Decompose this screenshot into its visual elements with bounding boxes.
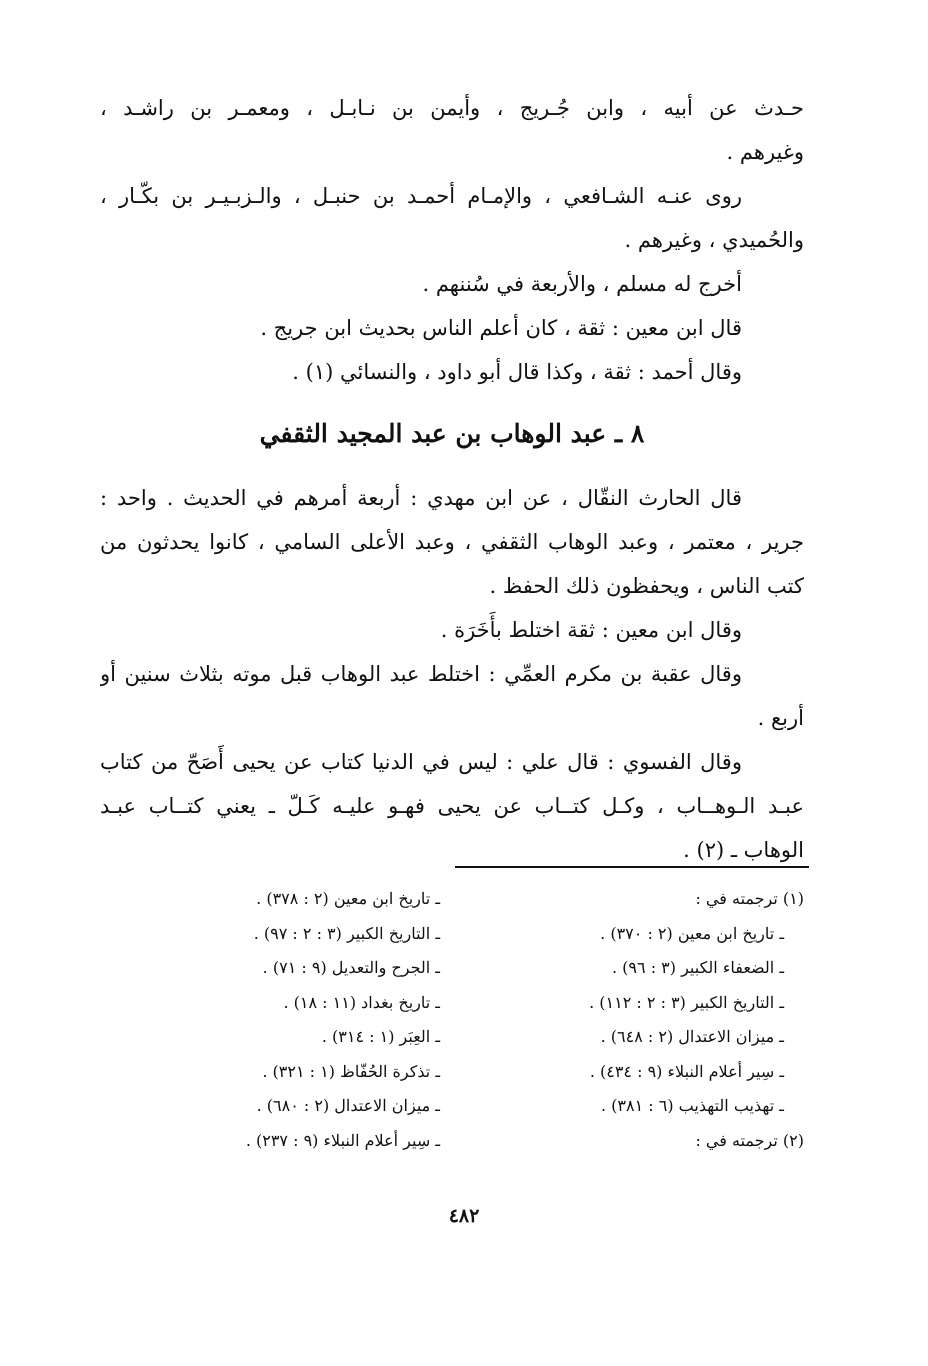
text-line: قال ابن معين : ثقة ، كان أعلم الناس بحديث ابن جريج . (260, 316, 742, 340)
text-line: وقال الفسوي : قال علي : ليس في الدنيا كتاب عن يحيى أَصَحّ من كتاب (100, 750, 742, 774)
footnote-line: ـ ميزان الاعتدال (٢ : ٦٨٠) . (256, 1096, 440, 1115)
footnote-line: ـ تهذيب التهذيب (٦ : ٣٨١) . (600, 1096, 784, 1115)
footnote-line: (١) ترجمته في : (695, 889, 804, 908)
footnote-line: ـ الضعفاء الكبير (٣ : ٩٦) . (612, 958, 784, 977)
section-heading: ٨ ـ عبد الوهاب بن عبد المجيد الثقفي (259, 419, 645, 448)
text-line: وقال ابن معين : ثقة اختلط بأَخَرَة . (440, 618, 742, 642)
text-line: وقال أحمد : ثقة ، وكذا قال أبو داود ، والنسائي (١) . (292, 360, 742, 384)
text-line: كتب الناس ، ويحفظون ذلك الحفظ . (489, 574, 804, 598)
text-line: وغيرهم . (726, 140, 804, 164)
page-number: ٤٨٢ (448, 1205, 480, 1227)
footnote-line: ـ العِبَر (١ : ٣١٤) . (321, 1027, 440, 1046)
footnote-line: (٢) ترجمته في : (695, 1130, 804, 1150)
footnote-line: ـ تاريخ ابن معين (٢ : ٣٧٠) . (600, 923, 784, 943)
footnote-line: ـ سِير أعلام النبلاء (٩ : ٤٣٤) . (589, 1061, 784, 1081)
footnote-line: ـ سِير أعلام النبلاء (٩ : ٢٣٧) . (245, 1130, 440, 1150)
text-line: أربع . (757, 706, 804, 730)
footnote-line: ـ تذكرة الحُفّاظ (١ : ٣٢١) . (262, 1061, 440, 1081)
footnotes-right-column (504, 882, 804, 1158)
text-line: الوهاب ـ (٢) . (683, 838, 804, 862)
text-line: جرير ، معتمر ، وعبد الوهاب الثقفي ، وعبد الأعلى السامي ، كانوا يحدثون من (100, 530, 804, 554)
text-line: والحُميدي ، وغيرهم . (624, 228, 804, 252)
footnote-line: ـ تاريخ ابن معين (٢ : ٣٧٨) . (256, 889, 440, 908)
footnote-line: ـ الجرح والتعديل (٩ : ٧١) . (262, 958, 440, 977)
text-line: أخرج له مسلم ، والأربعة في سُننهم . (422, 272, 742, 296)
footnote-separator (455, 866, 809, 868)
footnote-line: ـ تاريخ بغداد (١١ : ١٨) . (283, 992, 440, 1012)
footnote-line: ـ التاريخ الكبير (٣ : ٢ : ١١٢) . (589, 992, 784, 1012)
footnote-line: ـ ميزان الاعتدال (٢ : ٦٤٨) . (600, 1027, 784, 1046)
footnotes-left-column (200, 882, 440, 1158)
text-line: حـدث عن أبيه ، وابن جُـريج ، وأيمن بن نـابـل ، ومعمـر بن راشـد ، (100, 96, 804, 120)
text-line: وقال عقبة بن مكرم العمِّي : اختلط عبد الوهاب قبل موته بثلاث سنين أو (100, 662, 742, 686)
footnote-line: ـ التاريخ الكبير (٣ : ٢ : ٩٧) . (253, 923, 440, 943)
text-line: قال الحارث النقّال ، عن ابن مهدي : أربعة أمرهم في الحديث . واحد : (100, 486, 742, 510)
section-paragraphs (100, 476, 804, 872)
text-line: روى عنـه الشـافعي ، والإمـام أحمـد بن حنبـل ، والـزبـيـر بن بكّـار ، (100, 184, 742, 208)
text-line: عبـد الـوهــاب ، وكـل كتــاب عن يحيى فهـو عليـه كَـلّ ـ يعني كتــاب عبـد (100, 794, 804, 818)
top-paragraphs (100, 86, 804, 394)
